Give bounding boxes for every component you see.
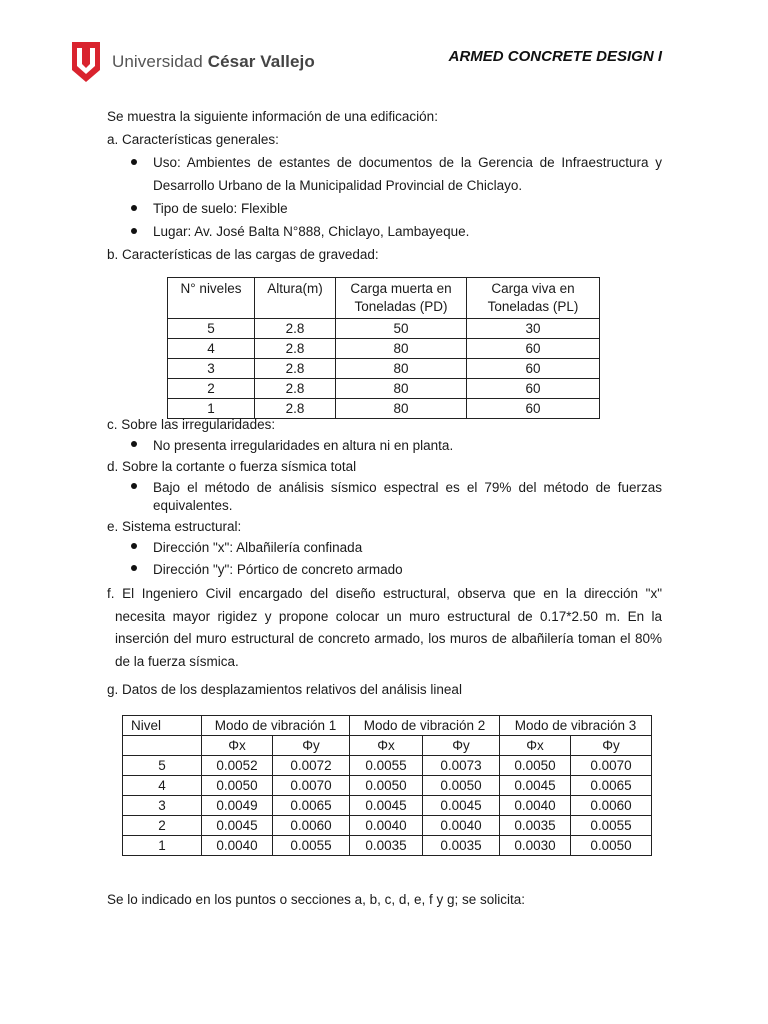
table-row: [168, 339, 600, 359]
section-a-title: a. Características generales:: [107, 132, 279, 147]
table-cell: 5: [168, 319, 255, 339]
header-cell: Altura(m): [255, 278, 336, 319]
list-item: Uso: Ambientes de estantes de documentos de la Gerencia de Infraestructura y Desarrollo Urbano de la Municipalidad Provincial de Chiclayo.: [107, 151, 662, 197]
table-cell: 2.8: [255, 359, 336, 379]
table-cell: 0.0040: [423, 816, 500, 836]
table-cell: 2.8: [255, 379, 336, 399]
table-cell: 3: [168, 359, 255, 379]
section-b-title: b. Características de las cargas de gravedad:: [107, 247, 379, 262]
table-cell: 0.0055: [350, 756, 423, 776]
gravity-loads-table: [167, 277, 600, 419]
table-cell: 80: [336, 399, 467, 419]
table-row: [123, 776, 652, 796]
table-header-row: [123, 716, 652, 736]
table-cell: 0.0050: [500, 756, 571, 776]
header-cell: Φy: [571, 736, 652, 756]
header-cell: Modo de vibración 3: [500, 716, 652, 736]
table-cell: 0.0065: [571, 776, 652, 796]
section-c-title: c. Sobre las irregularidades:: [107, 417, 276, 432]
table-cell: 0.0035: [500, 816, 571, 836]
table-cell: 0.0049: [202, 796, 273, 816]
table-cell: 0.0050: [423, 776, 500, 796]
table-cell: 0.0072: [273, 756, 350, 776]
table-cell: 0.0055: [273, 836, 350, 856]
displacements-table: [122, 715, 652, 856]
table-row: [123, 796, 652, 816]
section-d-title: d. Sobre la cortante o fuerza sísmica total: [107, 459, 357, 474]
table-cell: 0.0045: [202, 816, 273, 836]
list-item: No presenta irregularidades en altura ni en planta.: [107, 435, 662, 457]
table-cell: 0.0035: [423, 836, 500, 856]
section-d-list: [107, 477, 662, 517]
list-item: Dirección "x": Albañilería confinada: [107, 537, 662, 559]
intro-text: Se muestra la siguiente información de una edificación:: [107, 109, 438, 124]
table-row: [123, 756, 652, 776]
table-cell: 4: [123, 776, 202, 796]
header-cell: Nivel: [123, 716, 202, 736]
table-cell: 0.0073: [423, 756, 500, 776]
table-cell: 0.0030: [500, 836, 571, 856]
table-cell: 50: [336, 319, 467, 339]
university-name: Universidad César Vallejo: [112, 52, 315, 71]
header-cell: Modo de vibración 1: [202, 716, 350, 736]
header-cell: Φx: [350, 736, 423, 756]
header-cell: Carga viva en Toneladas (PL): [467, 278, 600, 319]
table-cell: 2.8: [255, 339, 336, 359]
table-cell: 80: [336, 339, 467, 359]
table-cell: 0.0065: [273, 796, 350, 816]
table-cell: 0.0040: [202, 836, 273, 856]
table-cell: 60: [467, 399, 600, 419]
table-subheader-row: [123, 736, 652, 756]
table-cell: 0.0045: [500, 776, 571, 796]
section-g-title: g. Datos de los desplazamientos relativos del análisis lineal: [107, 682, 462, 697]
table-cell: 2.8: [255, 319, 336, 339]
table-cell: 0.0040: [350, 816, 423, 836]
header-cell: Φx: [202, 736, 273, 756]
table-cell: 0.0060: [571, 796, 652, 816]
table-cell: 60: [467, 339, 600, 359]
list-item: Lugar: Av. José Balta N°888, Chiclayo, Lambayeque.: [107, 220, 662, 243]
table-cell: 0.0045: [423, 796, 500, 816]
ucv-shield-icon: [70, 40, 102, 84]
table-cell: 0.0070: [273, 776, 350, 796]
section-c-list: [107, 435, 662, 457]
closing-text: Se lo indicado en los puntos o secciones a, b, c, d, e, f y g; se solicita:: [107, 892, 525, 907]
university-logo: [70, 40, 315, 84]
table-cell: 0.0050: [571, 836, 652, 856]
course-title: ARMED CONCRETE DESIGN I: [448, 48, 662, 65]
table-cell: 5: [123, 756, 202, 776]
table-cell: 0.0050: [202, 776, 273, 796]
header-cell: Carga muerta en Toneladas (PD): [336, 278, 467, 319]
table-cell: 2: [168, 379, 255, 399]
list-item: Dirección "y": Pórtico de concreto armado: [107, 559, 662, 581]
table-cell: 0.0050: [350, 776, 423, 796]
table-cell: 0.0045: [350, 796, 423, 816]
header-cell: Φy: [423, 736, 500, 756]
table-cell: 30: [467, 319, 600, 339]
table-cell: 60: [467, 359, 600, 379]
table-row: [168, 359, 600, 379]
table-cell: 3: [123, 796, 202, 816]
section-a-list: [107, 151, 662, 243]
table-row: [168, 379, 600, 399]
table-row: [168, 319, 600, 339]
list-item: Tipo de suelo: Flexible: [107, 197, 662, 220]
table-cell: 60: [467, 379, 600, 399]
table-cell: 4: [168, 339, 255, 359]
table-cell: 0.0035: [350, 836, 423, 856]
table-cell: 0.0052: [202, 756, 273, 776]
table-header-row: [168, 278, 600, 319]
table-cell: 80: [336, 379, 467, 399]
header-cell: Modo de vibración 2: [350, 716, 500, 736]
header-cell: [123, 736, 202, 756]
table-cell: 0.0040: [500, 796, 571, 816]
table-cell: 80: [336, 359, 467, 379]
document-body: [107, 105, 662, 266]
table-cell: 1: [123, 836, 202, 856]
header-cell: Φy: [273, 736, 350, 756]
section-e-list: [107, 537, 662, 581]
table-cell: 0.0060: [273, 816, 350, 836]
section-e-title: e. Sistema estructural:: [107, 519, 242, 534]
table-cell: 1: [168, 399, 255, 419]
table-cell: 2: [123, 816, 202, 836]
table-cell: 2.8: [255, 399, 336, 419]
table-row: [123, 816, 652, 836]
table-row: [123, 836, 652, 856]
table-cell: 0.0070: [571, 756, 652, 776]
header-cell: N° niveles: [168, 278, 255, 319]
table-cell: 0.0055: [571, 816, 652, 836]
list-item: Bajo el método de análisis sísmico espectral es el 79% del método de fuerzas equivalentes.: [107, 477, 662, 517]
document-body-middle: [107, 415, 662, 673]
header-cell: Φx: [500, 736, 571, 756]
section-f-text: f. El Ingeniero Civil encargado del diseño estructural, observa que en la dirección "x" necesita mayor rigidez y propone colocar un muro estructural de 0.17*2.50 m. En la inserción del muro estructural de concreto armado, los muros de albañilería toman el 80% de la fuerza sísmica.: [107, 586, 662, 669]
